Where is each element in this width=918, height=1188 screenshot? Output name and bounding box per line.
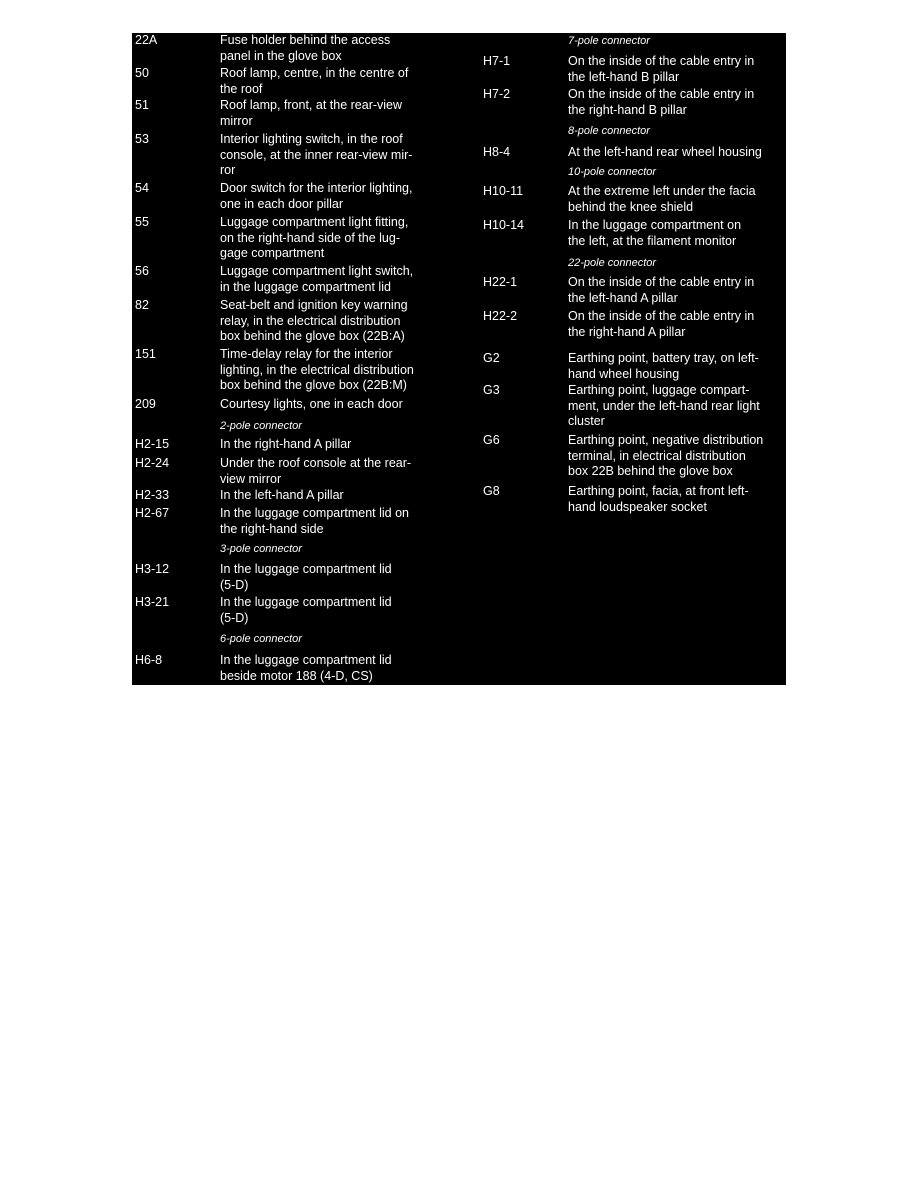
entry-description: Interior lighting switch, in the roof console, at the inner rear-view mir- ror	[220, 132, 413, 177]
section-heading: 2-pole connector	[220, 420, 302, 432]
section-heading: 8-pole connector	[568, 125, 650, 137]
entry-description: In the right-hand A pillar	[220, 437, 352, 451]
entry-code: 51	[135, 98, 149, 112]
entry-code: H22-2	[483, 309, 518, 323]
entry-description: Earthing point, luggage compart- ment, under the left-hand rear light cluster	[568, 383, 760, 428]
entry-code: H7-1	[483, 54, 511, 68]
entry-code: H6-8	[135, 653, 163, 667]
entry-code: H8-4	[483, 145, 511, 159]
entry-code: 55	[135, 215, 149, 229]
entry-description: Time-delay relay for the interior lighting, in the electrical distribution box behind the glove box (22B:M)	[220, 347, 414, 392]
entry-code: G6	[483, 433, 500, 447]
entry-code: G3	[483, 383, 500, 397]
entry-description: In the left-hand A pillar	[220, 488, 344, 502]
section-heading: 6-pole connector	[220, 633, 302, 645]
entry-code: 209	[135, 397, 156, 411]
entry-description: At the left-hand rear wheel housing	[568, 145, 762, 159]
entry-description: On the inside of the cable entry in the right-hand B pillar	[568, 87, 755, 117]
entry-description: In the luggage compartment on the left, at the filament monitor	[568, 218, 742, 248]
entry-description: In the luggage compartment lid on the right-hand side	[220, 506, 410, 536]
entry-code: 50	[135, 66, 149, 80]
entry-code: G8	[483, 484, 500, 498]
entry-code: H2-24	[135, 456, 170, 470]
entry-description: Fuse holder behind the access panel in the glove box	[220, 33, 391, 63]
section-heading: 22-pole connector	[568, 257, 657, 269]
entry-description: In the luggage compartment lid (5-D)	[220, 562, 392, 592]
entry-code: 22A	[135, 33, 158, 47]
entry-code: H2-15	[135, 437, 170, 451]
entry-code: H2-67	[135, 506, 170, 520]
entry-code: H7-2	[483, 87, 511, 101]
component-location-panel	[132, 33, 786, 685]
entry-code: H10-11	[483, 184, 524, 198]
entry-description: Under the roof console at the rear- view mirror	[220, 456, 412, 486]
entry-code: H22-1	[483, 275, 518, 289]
entry-code: 53	[135, 132, 149, 146]
entry-code: H3-21	[135, 595, 170, 609]
entry-description: On the inside of the cable entry in the right-hand A pillar	[568, 309, 755, 339]
entry-code: 82	[135, 298, 149, 312]
entry-description: On the inside of the cable entry in the left-hand B pillar	[568, 54, 755, 84]
entry-description: On the inside of the cable entry in the left-hand A pillar	[568, 275, 755, 305]
entry-code: H3-12	[135, 562, 170, 576]
entry-description: In the luggage compartment lid (5-D)	[220, 595, 392, 625]
entry-description: Courtesy lights, one in each door	[220, 397, 403, 411]
entry-code: G2	[483, 351, 500, 365]
entry-description: Earthing point, negative distribution terminal, in electrical distribution box 22B behind the glove box	[568, 433, 764, 478]
entry-description: Earthing point, battery tray, on left- hand wheel housing	[568, 351, 759, 381]
entry-description: Seat-belt and ignition key warning relay, in the electrical distribution box behind the glove box (22B:A)	[220, 298, 408, 343]
entry-description: Luggage compartment light switch, in the luggage compartment lid	[220, 264, 414, 294]
section-heading: 7-pole connector	[568, 35, 650, 47]
entry-description: Luggage compartment light fitting, on the right-hand side of the lug- gage compartment	[220, 215, 409, 260]
entry-description: Earthing point, facia, at front left- hand loudspeaker socket	[568, 484, 749, 514]
entry-code: 54	[135, 181, 149, 195]
entry-description: At the extreme left under the facia behind the knee shield	[568, 184, 756, 214]
section-heading: 10-pole connector	[568, 166, 657, 178]
entry-code: 151	[135, 347, 156, 361]
entry-description: Door switch for the interior lighting, one in each door pillar	[220, 181, 413, 211]
section-heading: 3-pole connector	[220, 543, 302, 555]
entry-description: In the luggage compartment lid beside motor 188 (4-D, CS)	[220, 653, 392, 683]
entry-code: 56	[135, 264, 149, 278]
entry-description: Roof lamp, centre, in the centre of the roof	[220, 66, 409, 96]
entry-description: Roof lamp, front, at the rear-view mirror	[220, 98, 403, 128]
entry-code: H10-14	[483, 218, 524, 232]
entry-code: H2-33	[135, 488, 170, 502]
